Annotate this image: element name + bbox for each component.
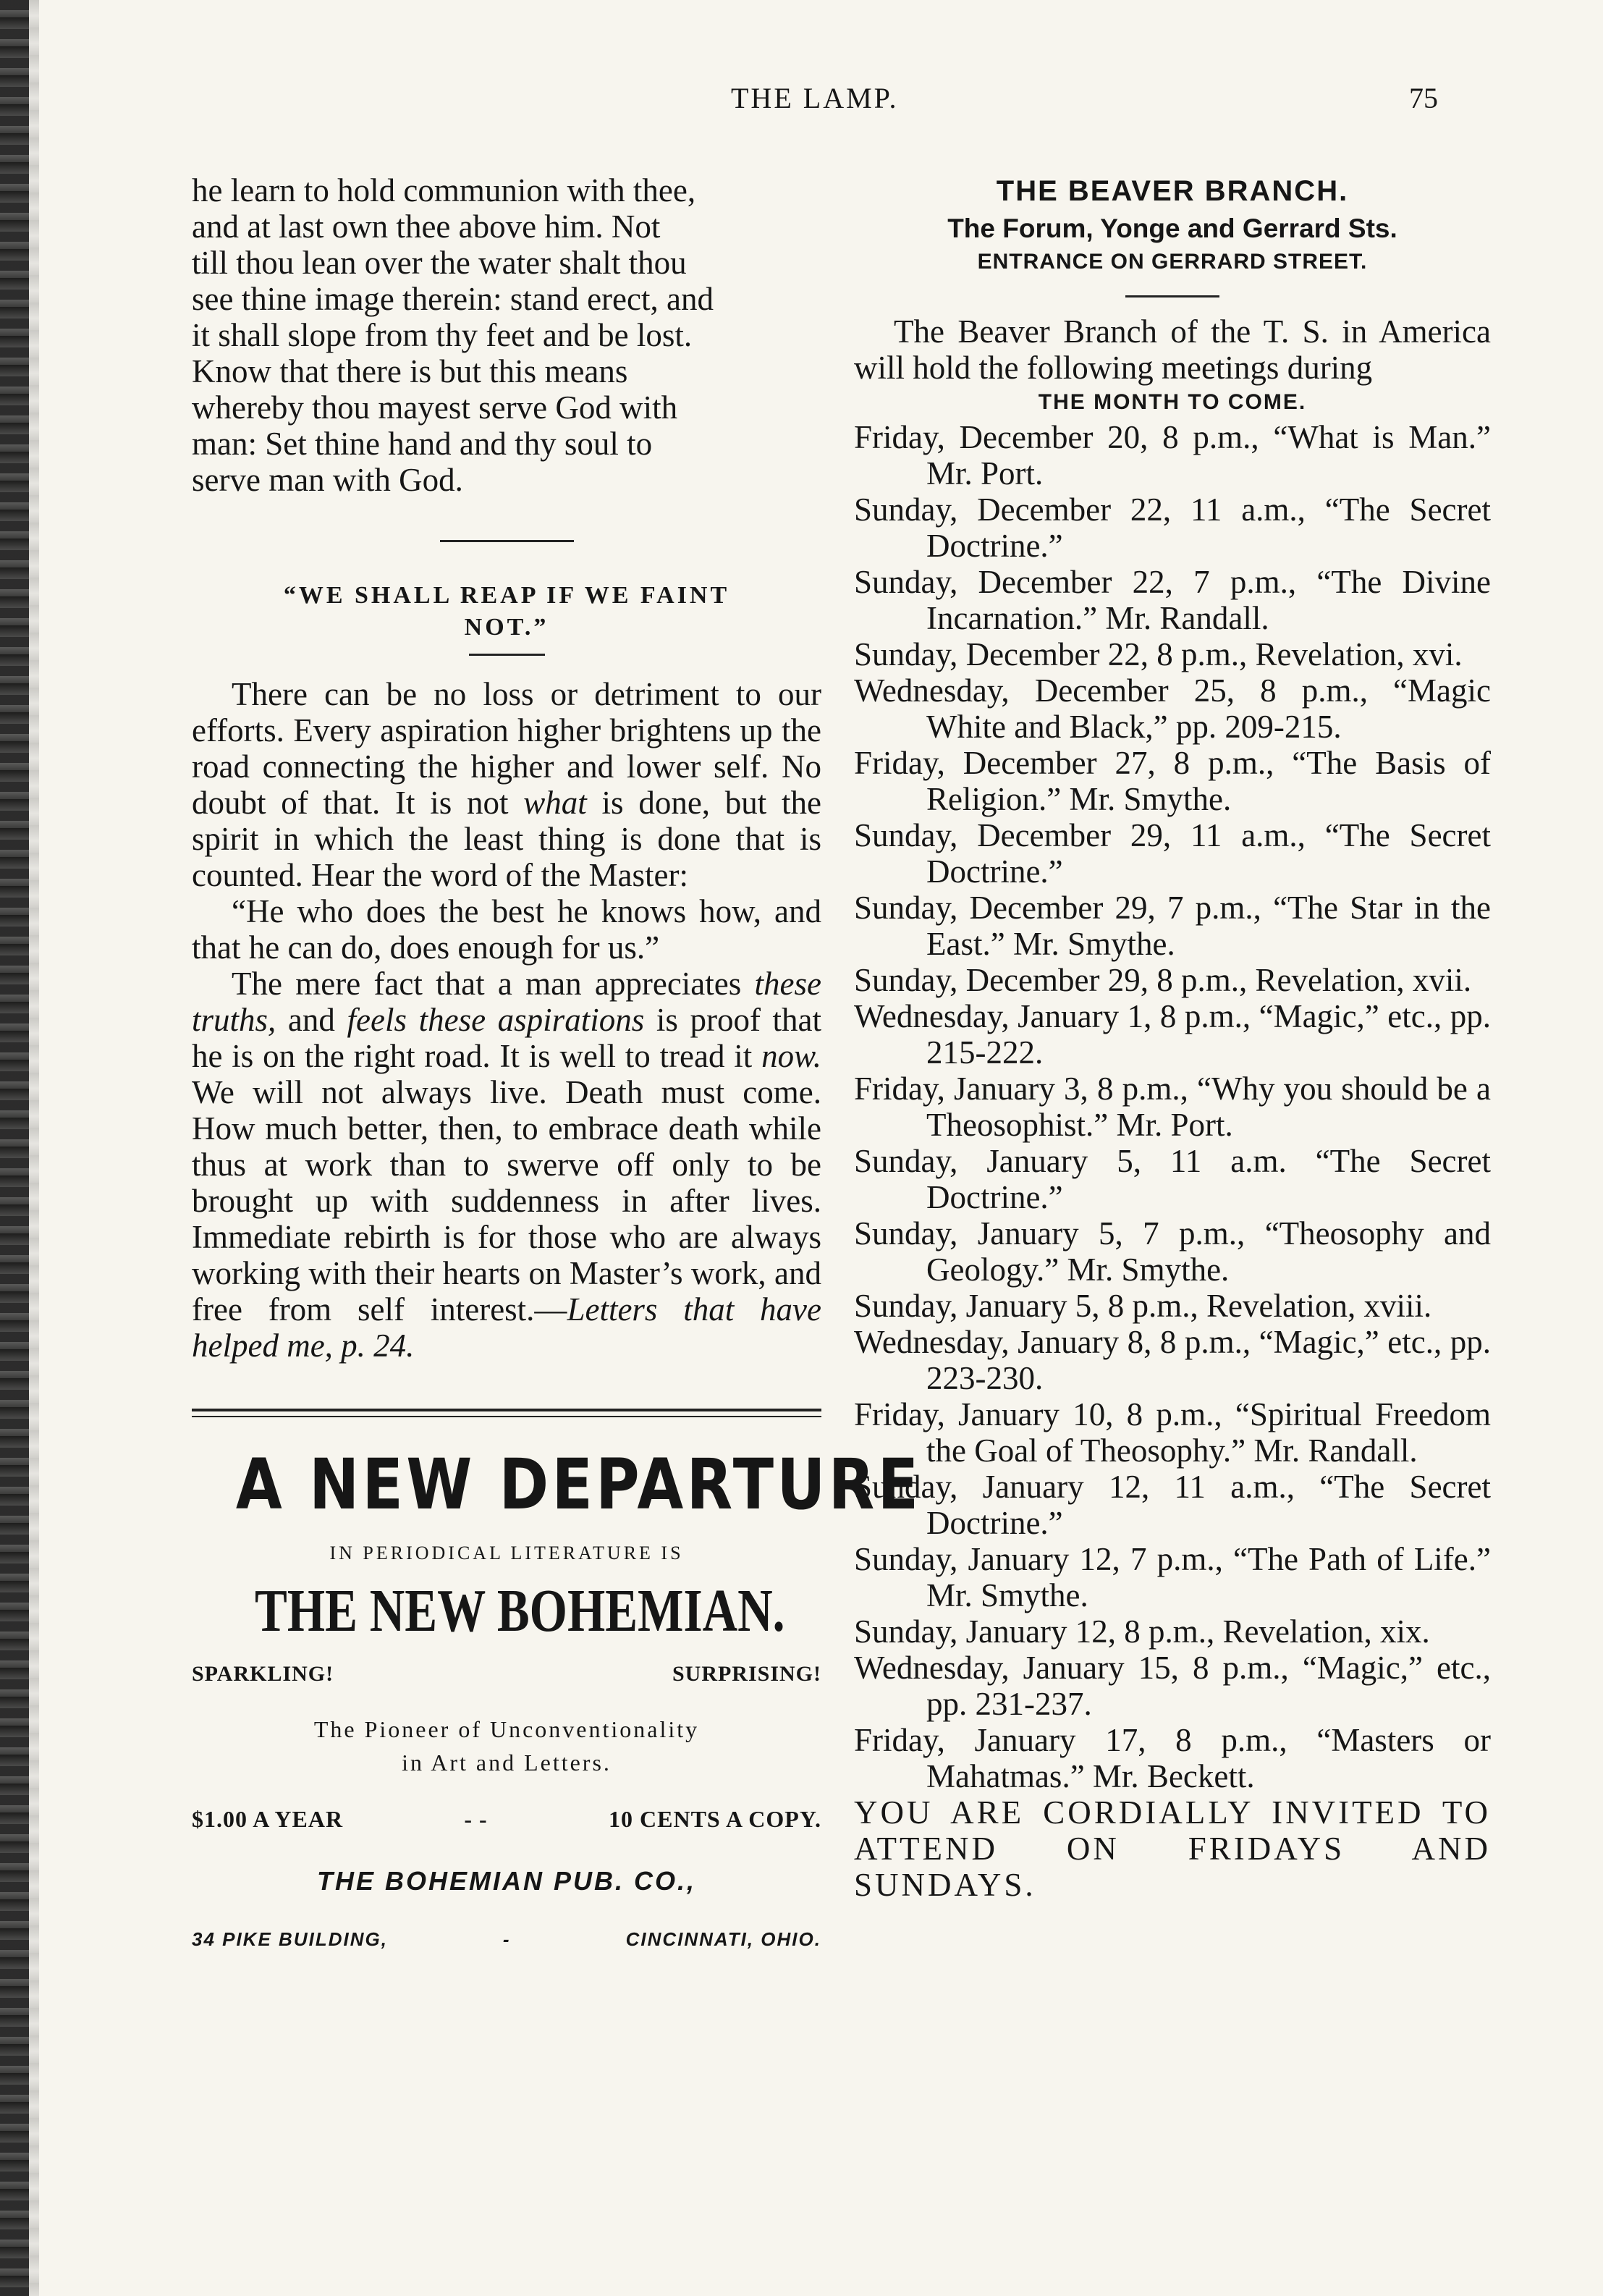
paragraph-text: is done, but the spirit in which the least thing is done that is counted. Hear the word of the Master:	[192, 785, 822, 893]
ad-price-separator: - -	[464, 1806, 488, 1832]
meeting-entry: Sunday, December 22, 8 p.m., Revelation, xvi.	[854, 636, 1463, 672]
meeting-entry: Friday, January 10, 8 p.m., “Spiritual Freedom the Goal of Theosophy.” Mr. Randall.	[854, 1396, 1491, 1469]
meeting-entry: Sunday, January 5, 11 a.m. “The Secret Doctrine.”	[854, 1143, 1491, 1215]
meeting-entry: Sunday, December 22, 11 a.m., “The Secret Doctrine.”	[854, 491, 1491, 564]
meeting-entry: Sunday, January 5, 8 p.m., Revelation, xviii.	[854, 1288, 1432, 1324]
right-column	[854, 172, 1491, 1903]
article-heading-line2: NOT.”	[464, 614, 549, 641]
meeting-entry: Sunday, January 12, 7 p.m., “The Path of Life.” Mr. Smythe.	[854, 1541, 1491, 1613]
advertisement-rule	[192, 1409, 821, 1417]
article-heading	[192, 580, 821, 643]
ad-tag-right: SURPRISING!	[672, 1662, 821, 1686]
meeting-entry: Sunday, December 29, 7 p.m., “The Star in the East.” Mr. Smythe.	[854, 890, 1491, 962]
ad-slogan	[192, 1713, 821, 1779]
meeting-entry: Friday, December 27, 8 p.m., “The Basis of Religion.” Mr. Smythe.	[854, 745, 1491, 817]
branch-venue: The Forum, Yonge and Gerrard Sts.	[947, 214, 1397, 243]
ad-slogan-line2: in Art and Letters.	[402, 1750, 612, 1776]
ad-address-separator: -	[502, 1928, 511, 1950]
text-line: whereby thou mayest serve God with	[192, 389, 678, 426]
emphasis-text: now.	[761, 1038, 821, 1074]
emphasis-text: these truths,	[192, 966, 822, 1038]
paragraph-text: and	[287, 1002, 335, 1038]
paragraph-text: There can be no loss or detriment to our efforts. Every aspiration higher brightens up the road connecting the higher and lower self. No doubt of that. It is not	[192, 676, 821, 821]
branch-intro: The Beaver Branch of the T. S. in America will hold the following meetings during	[854, 313, 1491, 386]
ad-subtitle: IN PERIODICAL LITERATURE IS	[329, 1542, 684, 1563]
article-paragraph	[192, 676, 821, 893]
ad-price-row	[192, 1801, 821, 1837]
advertisement	[192, 1444, 922, 1957]
meeting-entry: Sunday, December 29, 8 p.m., Revelation, xvii.	[854, 962, 1472, 998]
article-heading-line1: “WE SHALL REAP IF WE FAINT	[283, 582, 730, 609]
meeting-entry: Wednesday, January 1, 8 p.m., “Magic,” etc., pp. 215-222.	[854, 998, 1491, 1071]
ad-price-year: $1.00 A YEAR	[192, 1806, 344, 1832]
meeting-entry: Wednesday, January 15, 8 p.m., “Magic,” etc., pp. 231-237.	[854, 1650, 1491, 1722]
paragraph-continued	[192, 172, 821, 498]
emphasis-text: feels these aspirations	[347, 1002, 645, 1038]
ad-publication-name: THE NEW BOHEMIAN.	[255, 1577, 785, 1645]
meeting-entry: Friday, December 20, 8 p.m., “What is Man.” Mr. Port.	[854, 419, 1491, 491]
paragraph-text: We will not always live. Death must come. How much better, then, to embrace death while thus at work than to swerve off only to be brought up with suddenness in after lives. Immediate rebirth is for those who are always working with their hearts on Master’s work, and free from self interest.—	[192, 1074, 821, 1328]
meeting-entry: Wednesday, January 8, 8 p.m., “Magic,” etc., pp. 223-230.	[854, 1324, 1491, 1396]
meeting-entry: Sunday, January 12, 11 a.m., “The Secret Doctrine.”	[854, 1469, 1491, 1541]
ad-tagline-row	[192, 1656, 821, 1692]
text-line: Know that there is but this means	[192, 353, 628, 389]
scan-binding-shadow	[29, 0, 39, 2296]
ad-publisher: THE BOHEMIAN PUB. CO.,	[316, 1866, 696, 1896]
closing-invitation: YOU ARE CORDIALLY INVITED TO ATTEND ON FRIDAYS AND SUNDAYS.	[854, 1794, 1491, 1903]
emphasis-text: what	[523, 785, 587, 821]
ad-address-city: CINCINNATI, OHIO.	[625, 1928, 821, 1950]
ad-address-building: 34 PIKE BUILDING,	[192, 1928, 388, 1950]
branch-title: THE BEAVER BRANCH.	[996, 175, 1349, 207]
source-citation: Letters that have helped me, p. 24.	[192, 1291, 821, 1364]
ad-slogan-line1: The Pioneer of Unconventionality	[313, 1716, 700, 1742]
paragraph-text: The mere fact that a man appreciates	[232, 966, 742, 1002]
text-line: it shall slope from thy feet and be lost.	[192, 317, 693, 353]
text-line: till thou lean over the water shalt thou	[192, 245, 687, 281]
text-line: man: Set thine hand and thy soul to	[192, 426, 653, 462]
text-line: serve man with God.	[192, 462, 463, 498]
left-column	[192, 172, 922, 1957]
page-number: 75	[1409, 82, 1438, 114]
meeting-entry: Friday, January 3, 8 p.m., “Why you should be a Theosophist.” Mr. Port.	[854, 1071, 1491, 1143]
scan-binding-edge	[0, 0, 29, 2296]
master-quote: “He who does the best he knows how, and that he can do, does enough for us.”	[192, 893, 821, 966]
month-heading: THE MONTH TO COME.	[1038, 390, 1307, 414]
meeting-entry: Friday, January 17, 8 p.m., “Masters or Mahatmas.” Mr. Beckett.	[854, 1722, 1491, 1794]
ad-tag-left: SPARKLING!	[192, 1662, 334, 1686]
meeting-entry: Sunday, January 12, 8 p.m., Revelation, xix.	[854, 1613, 1430, 1650]
text-line: and at last own thee above him. Not	[192, 208, 661, 245]
meeting-entry: Sunday, December 22, 7 p.m., “The Divine Incarnation.” Mr. Randall.	[854, 564, 1491, 636]
ad-title: A NEW DEPARTURE	[235, 1444, 922, 1525]
meeting-entry: Sunday, January 5, 7 p.m., “Theosophy and Geology.” Mr. Smythe.	[854, 1215, 1491, 1288]
ad-price-copy: 10 CENTS A COPY.	[609, 1806, 821, 1832]
branch-entrance: ENTRANCE ON GERRARD STREET.	[977, 250, 1368, 274]
paragraph-text: is proof that he is on the right road. It is well to tread it	[192, 1002, 822, 1074]
running-title: THE LAMP.	[731, 82, 899, 114]
ad-address-row	[192, 1921, 821, 1957]
text-line: see thine image therein: stand erect, and	[192, 281, 714, 317]
meeting-entry: Sunday, December 29, 11 a.m., “The Secret Doctrine.”	[854, 817, 1491, 890]
meetings-list	[854, 419, 1491, 1794]
article-paragraph	[192, 966, 821, 1364]
meeting-entry: Wednesday, December 25, 8 p.m., “Magic White and Black,” pp. 209-215.	[854, 672, 1491, 745]
text-line: he learn to hold communion with thee,	[192, 172, 696, 208]
